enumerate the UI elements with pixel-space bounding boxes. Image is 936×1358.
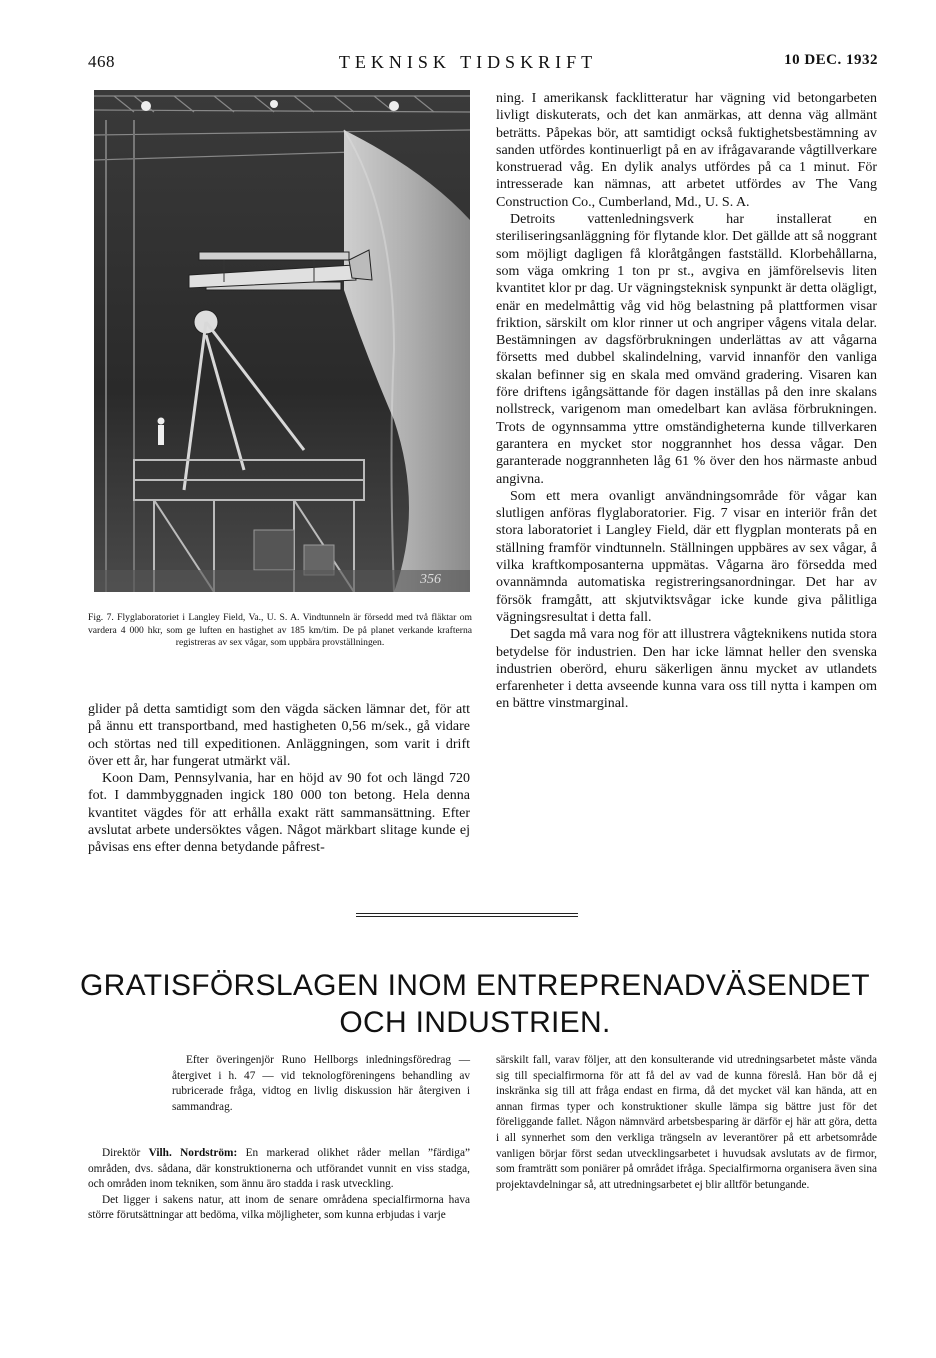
photo-marking: 356 bbox=[420, 572, 441, 587]
paragraph: Detroits vattenledningsverk har installerat en steriliseringsanläggning för flytande klor. Det gällde att så noggrant som möjligt dagligen få kloråtgången fastställd. Klorbehållarna, som väga omkring 1 ton pr st., avgiva en jämförelsevis liten kvantitet klor pr dag. Ur vägningsteknisk synpunkt är detta olägligt, enär en medelmåttig våg vid hög belastning på plattformen visar friktion, särskilt om klor rinner ut och angriper vågens vitala delar. Bestämningen av dagsförbrukningen underlättas av att vågarna försetts med dubbel skalindelning, varvid innanför den vanliga skalan befinner sig en skala med omvänd gradering. Visaren kan före driftens igångsättande för dagen inställas på den inre skalans nollstreck, varigenom man omedelbart kan avläsa förbrukningen. Trots de ogynnsamma yttre omständigheterna kunde tillverkaren garantera en mycket stor noggrannhet hos dessa vågar. Den garanterade noggrannheten låg 61 % över den hos närmaste anbud angivna. bbox=[496, 212, 877, 487]
paragraph: Koon Dam, Pennsylvania, har en höjd av 90 fot och längd 720 fot. I dammbyggnaden ingick 180 000 ton betong. Hela denna kvantitet vägdes för att erhålla exakt rätt sammansättning. Efter avslutat arbete undersöktes vågen. Något märkbart slitage kunde ej påvisas ens efter denna betydande påfrest- bbox=[88, 771, 470, 856]
speaker-title: Direktör bbox=[102, 1147, 149, 1159]
article-title-line-2: OCH INDUSTRIEN. bbox=[339, 1006, 611, 1039]
speech-text: En markerad olikhet råder mellan ”färdiga” områden, dvs. sådana, där konstruktionerna och utförandet vunnit en viss stadga, och områden inom tekniken, som ännu äro stadda i rask utveckling. bbox=[88, 1147, 470, 1191]
paragraph: glider på detta samtidigt som den vägda säcken lämnar det, för att på ännu ett transportband, med hastigheten 0,56 m/sek., gå vidare och störtas ned till expeditionen. Anläggningen, som varit i drift över ett år, har fungerat utmärkt väl. bbox=[88, 702, 470, 769]
article-title-line-1: GRATISFÖRSLAGEN INOM ENTREPRENADVÄSENDET bbox=[80, 969, 870, 1002]
paragraph: särskilt fall, varav följer, att den konsulterande vid utredningsarbetet måste vända sig till specialfirmorna för att få del av vad de kunna föreslå. Han bör då ej inskränka sig till att fråga endast en firma, då det mycket väl kan hända, att en annan firmas typer och konstruktioner skulle lämpa sig bättre just för det föreliggande fallet. Någon nämnvärd arbetsbesparing är därför ej här att göra, detta i all synnerhet som den verkliga trängseln av leverantörer på ett arbetsområde vanligen börjar först sedan utvecklingsarbetet i huvudsak avslutats av de firmor, som framträtt som poniärer på området ifråga. Specialfirmorna organisera även sina projektavdelningar så, att utredningsarbetet ej blir alltför betungande. bbox=[496, 1054, 877, 1191]
journal-title: TEKNISK TIDSKRIFT bbox=[338, 52, 598, 72]
right-column bbox=[496, 90, 877, 713]
section-divider bbox=[356, 913, 578, 919]
paragraph: Det sagda må vara nog för att illustrera vågteknikens nutida stora betydelse för industrien. Den har icke lämnat heller den svenska industrien oberörd, ehuru säkerligen ännu mycket av utlandets erfarenheter i detta avseende kunna vara oss till nytta i kampen om en bättre vinstmarginal. bbox=[496, 627, 877, 712]
paragraph: Som ett mera ovanligt användningsområde för vågar kan slutligen anföras flyglaboratorier. Fig. 7 visar en interiör från det stora laboratoriet i Langley Field, där ett flygplan monterats på en ställning framför vindtunneln. Ställningen uppbäres av sex vågar, å vilka kraftkomposanterna uppmätas. Vågarna äro försedda med ovannämnda automatiska registreringsanordningar. Det har av försök framgått, att skjutviktsvågar icke kunde giva pålitliga vägningsresultat i detta fall. bbox=[496, 488, 877, 625]
article-right-column bbox=[496, 1053, 877, 1193]
speaker-name: Vilh. Nordström: bbox=[148, 1147, 238, 1159]
paragraph bbox=[88, 1146, 470, 1193]
article-left-column bbox=[88, 1146, 470, 1224]
figure-photo bbox=[94, 90, 470, 592]
paragraph: ning. I amerikansk facklitteratur har vägning vid betongarbeten livligt diskuterats, och det kan anmärkas, att denna väg allmänt beträtts. Påpekas bör, att samtidigt också fuktighetsbestämning av sanden utfördes kontinuerligt på en av ifrågavarande vågtillverkare konstruerad våg. En dylik analys utfördes på ca 1 minut. För intresserade kan nämnas, att arbetet utfördes av The Vang Construction Co., Cumberland, Md., U. S. A. bbox=[496, 91, 877, 210]
figure-caption: Fig. 7. Flyglaboratoriet i Langley Field, Va., U. S. A. Vindtunneln är försedd med två fläktar om vardera 4 000 hkr, som ge luften en hastighet av 185 km/tim. De på planet verkande krafterna registreras av sex vågar, som uppbära provställningen. bbox=[88, 612, 472, 649]
issue-date: 10 DEC. 1932 bbox=[784, 52, 878, 68]
page-number: 468 bbox=[88, 52, 115, 71]
paragraph: Det ligger i sakens natur, att inom de senare områdena specialfirmorna hava större förutsättningar att bedöma, vilka möjligheter, som kunna erbjudas i varje bbox=[88, 1193, 470, 1222]
left-column bbox=[88, 701, 470, 857]
article-title bbox=[60, 967, 890, 1041]
wind-tunnel-photo-image bbox=[94, 90, 470, 592]
article-lead bbox=[172, 1053, 470, 1115]
lead-paragraph: Efter överingenjör Runo Hellborgs inledningsföredrag — återgivet i h. 47 — vid teknologföreningens behandling av rubricerade fråga, vidtog en livlig diskussion här återgiven i sammandrag. bbox=[172, 1054, 470, 1113]
